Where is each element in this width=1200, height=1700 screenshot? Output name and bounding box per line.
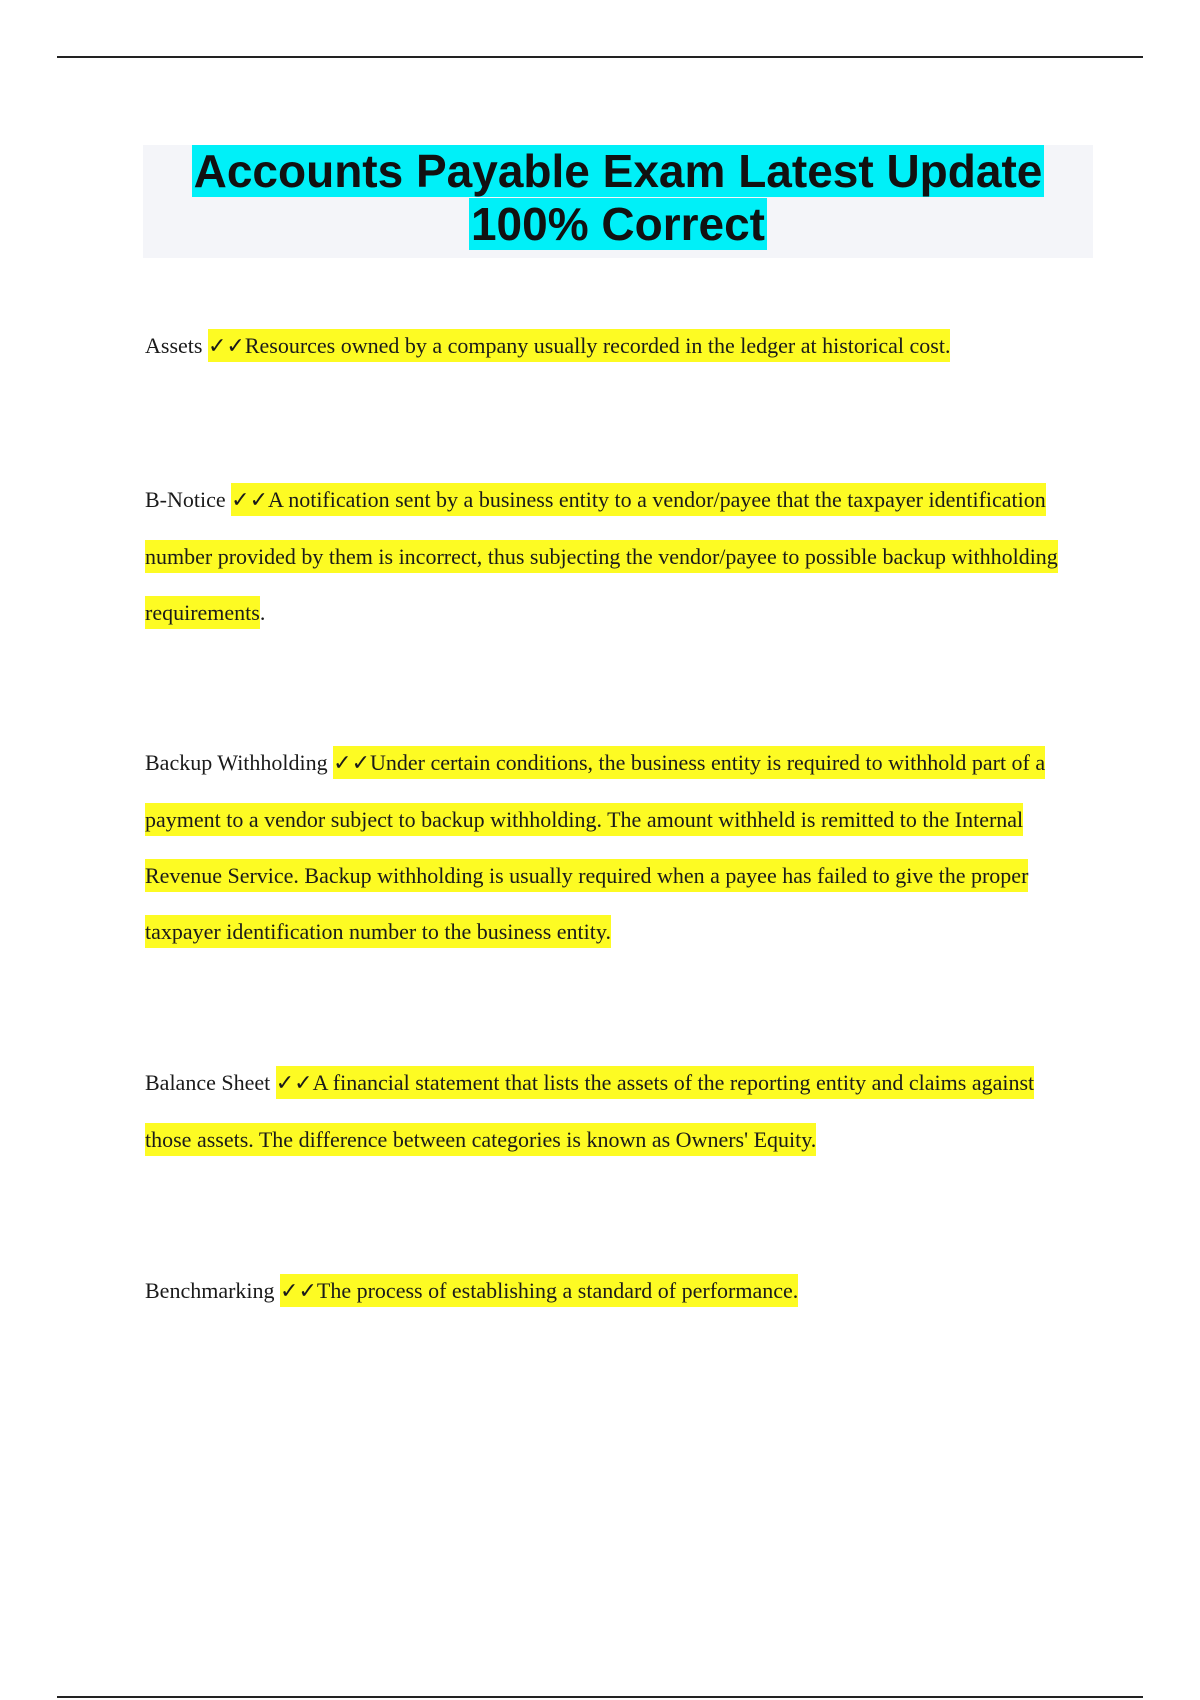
definition-highlight	[208, 329, 951, 362]
page-title	[143, 145, 1093, 258]
term-label: Backup Withholding	[145, 750, 328, 775]
glossary-entry-benchmarking	[145, 1263, 1085, 1320]
definition-text: A financial statement that lists the assets of the reporting entity and claims against those assets. The difference between categories is known as Owners' Equity.	[145, 1070, 1035, 1152]
term-label: B-Notice	[145, 487, 226, 512]
double-check-icon: ✓✓	[207, 334, 245, 359]
term-label: Balance Sheet	[145, 1070, 271, 1095]
definition-highlight	[145, 1066, 1034, 1156]
glossary-entry-b-notice	[145, 472, 1085, 641]
double-check-icon: ✓✓	[231, 488, 269, 513]
term-label: Assets	[145, 333, 203, 358]
title-line-2: 100% Correct	[470, 198, 766, 250]
definition-highlight	[145, 483, 1058, 629]
glossary-entry-assets	[145, 318, 1085, 375]
definition-text: Under certain conditions, the business entity is required to withhold part of a payment to a vendor subject to backup withholding. The amount withheld is remitted to the Internal Revenue Service. Backup withholding is usually required when a payee has failed to give the proper taxpayer identification number to the business entity.	[145, 750, 1046, 944]
double-check-icon: ✓✓	[275, 1071, 313, 1096]
definition-text: The process of establishing a standard of performance.	[316, 1278, 799, 1303]
definition-text: Resources owned by a company usually recorded in the ledger at historical cost.	[244, 333, 951, 358]
definition-highlight	[280, 1274, 798, 1307]
bottom-rule	[57, 1696, 1143, 1698]
definition-highlight	[145, 746, 1045, 948]
definition-text: A notification sent by a business entity to a vendor/payee that the taxpayer identification number provided by them is incorrect, thus subjecting the vendor/payee to possible backup withholding requirements	[145, 487, 1058, 625]
glossary-entry-backup-withholding	[145, 735, 1085, 960]
top-rule	[57, 56, 1143, 58]
title-line-1: Accounts Payable Exam Latest Update	[193, 145, 1043, 197]
glossary-entry-balance-sheet	[145, 1055, 1085, 1168]
term-label: Benchmarking	[145, 1278, 275, 1303]
definition-trail: .	[259, 600, 266, 625]
double-check-icon: ✓✓	[280, 1279, 317, 1304]
double-check-icon: ✓✓	[333, 751, 371, 776]
